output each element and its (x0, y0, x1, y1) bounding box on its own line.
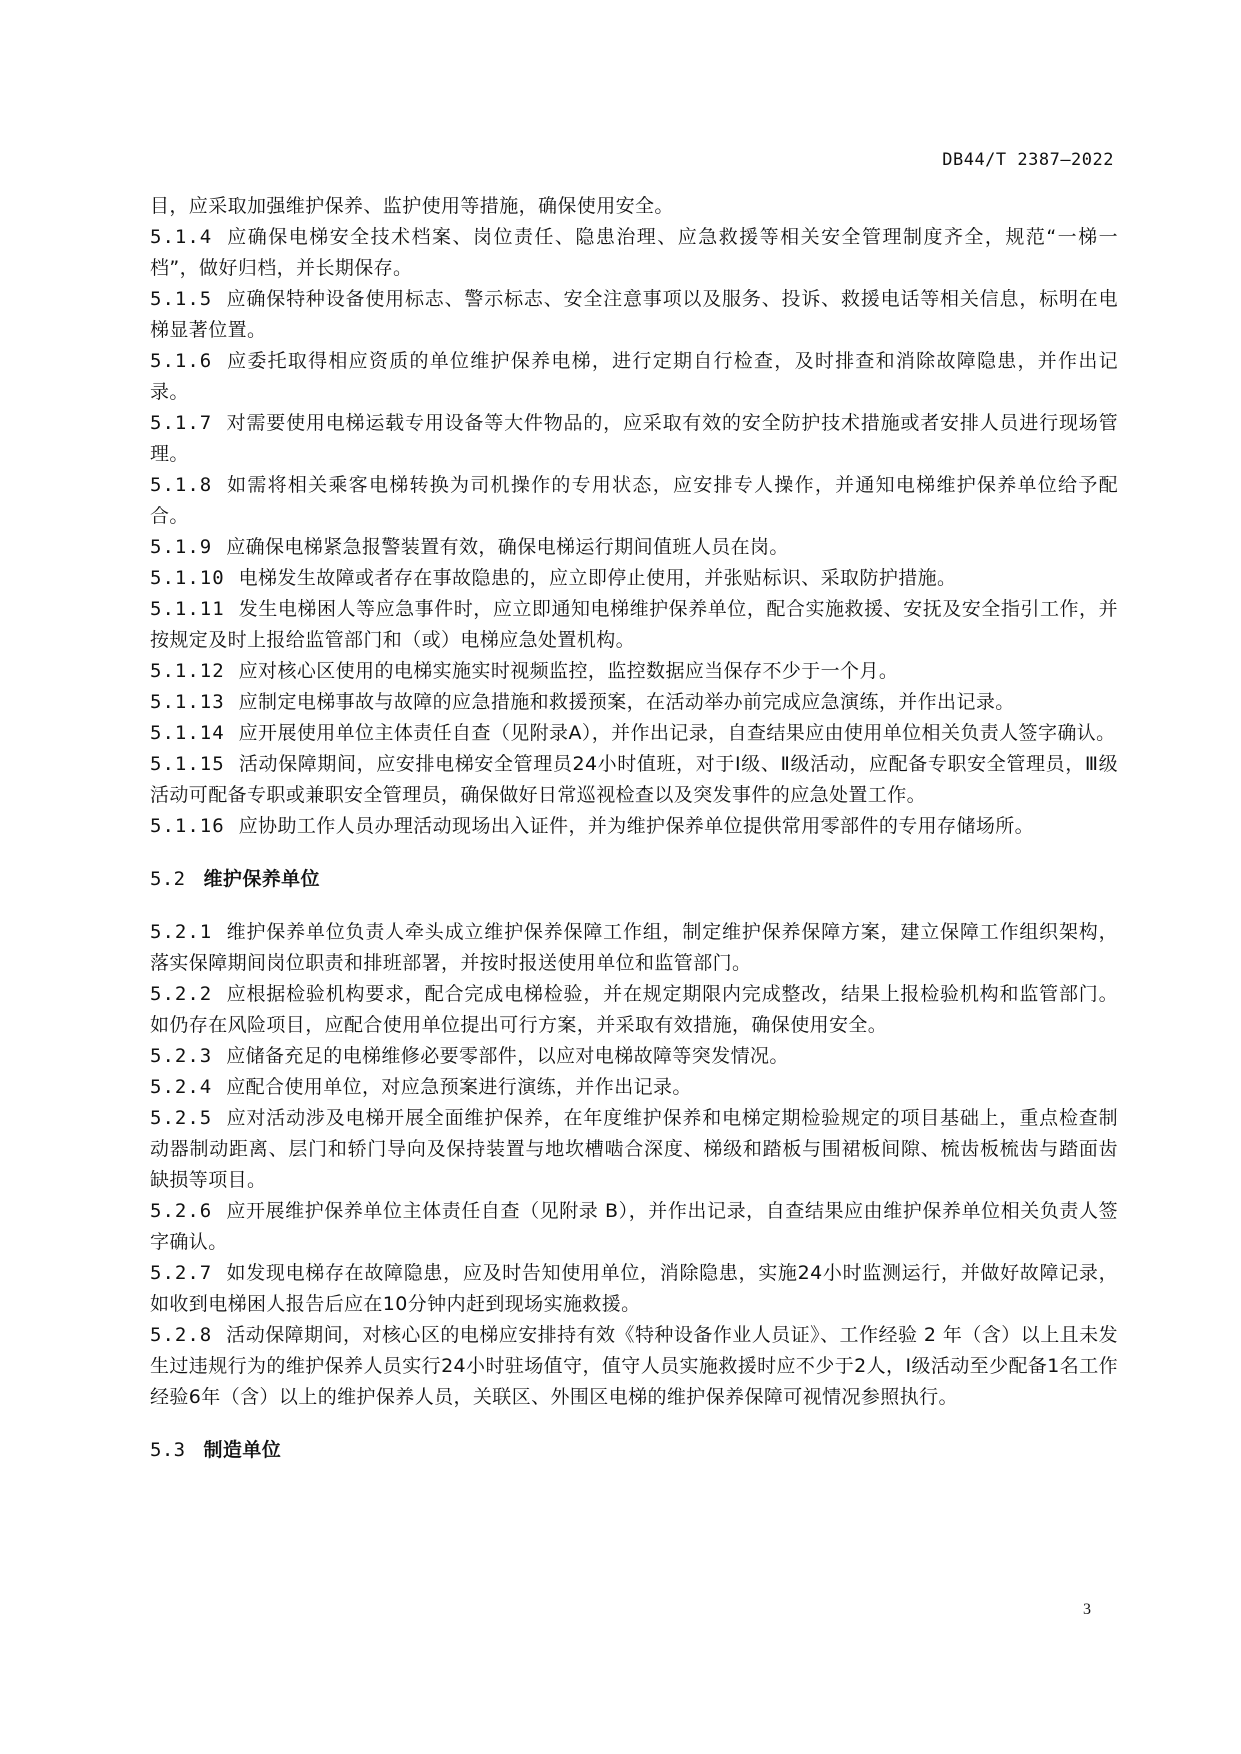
clause-paragraph (150, 532, 1118, 563)
clause-text: 活动保障期间，对核心区的电梯应安排持有效《特种设备作业人员证》、工作经验 2 年（含）以上且未发生过违规行为的维护保养人员实行24小时驻场值守，值守人员实施救援时应不少于2人，Ⅰ级活动至少配备1名工作经验6年（含）以上的维护保养人员，关联区、外围区电梯的维护保养保障可视情况参照执行。 (150, 1324, 1118, 1408)
clause-number: 5.1.14 (150, 722, 225, 744)
clause-text: 应委托取得相应资质的单位维护保养电梯，进行定期自行检查，及时排查和消除故障隐患，并作出记录。 (150, 350, 1118, 403)
clause-paragraph (150, 979, 1118, 1041)
clause-paragraph (150, 284, 1118, 346)
clause-text: 应确保电梯紧急报警装置有效，确保电梯运行期间值班人员在岗。 (226, 536, 789, 558)
clause-paragraph (150, 687, 1118, 718)
clause-number: 5.2.3 (150, 1045, 213, 1067)
clause-paragraph (150, 1196, 1118, 1258)
clause-number: 5.1.16 (150, 815, 225, 837)
page-number: 3 (1083, 1601, 1091, 1618)
clause-number: 5.2.2 (150, 983, 213, 1005)
clause-number: 5.1.7 (150, 412, 213, 434)
clause-paragraph (150, 470, 1118, 532)
clause-number: 5.1.10 (150, 567, 225, 589)
page-content (150, 191, 1118, 1488)
clause-text: 应协助工作人员办理活动现场出入证件，并为维护保养单位提供常用零部件的专用存储场所。 (238, 815, 1035, 837)
clause-paragraph (150, 222, 1118, 284)
clause-paragraph (150, 1072, 1118, 1103)
clause-paragraph (150, 917, 1118, 979)
clause-text: 电梯发生故障或者存在事故隐患的，应立即停止使用，并张贴标识、采取防护措施。 (238, 567, 957, 589)
clause-number: 5.1.9 (150, 536, 213, 558)
clause-number: 5.1.11 (150, 598, 225, 620)
clause-number: 5.2.8 (150, 1324, 213, 1346)
section-number: 5.3 (150, 1439, 186, 1461)
clause-paragraph (150, 1320, 1118, 1413)
continuation-paragraph: 目，应采取加强维护保养、监护使用等措施，确保使用安全。 (150, 195, 674, 217)
clause-paragraph (150, 408, 1118, 470)
section-5-1-list (150, 222, 1118, 842)
clause-paragraph (150, 1258, 1118, 1320)
clause-number: 5.2.7 (150, 1262, 213, 1284)
clause-text: 应开展维护保养单位主体责任自查（见附录 B），并作出记录，自查结果应由维护保养单位相关负责人签字确认。 (150, 1200, 1118, 1253)
clause-text: 应根据检验机构要求，配合完成电梯检验，并在规定期限内完成整改，结果上报检验机构和监管部门。如仍存在风险项目，应配合使用单位提出可行方案，并采取有效措施，确保使用安全。 (150, 983, 1118, 1036)
clause-text: 活动保障期间，应安排电梯安全管理员24小时值班，对于Ⅰ级、Ⅱ级活动，应配备专职安全管理员，Ⅲ级活动可配备专职或兼职安全管理员，确保做好日常巡视检查以及突发事件的应急处置工作。 (150, 753, 1118, 806)
clause-text: 维护保养单位负责人牵头成立维护保养保障工作组，制定维护保养保障方案，建立保障工作组织架构，落实保障期间岗位职责和排班部署，并按时报送使用单位和监管部门。 (150, 921, 1118, 974)
section-heading-5-3 (150, 1435, 1118, 1466)
clause-paragraph (150, 563, 1118, 594)
clause-paragraph (150, 749, 1118, 811)
clause-text: 应配合使用单位，对应急预案进行演练，并作出记录。 (226, 1076, 692, 1098)
section-5-2-list (150, 917, 1118, 1413)
document-code: DB44/T 2387—2022 (942, 150, 1114, 170)
clause-number: 5.1.4 (150, 226, 213, 248)
section-title: 维护保养单位 (203, 868, 320, 890)
clause-number: 5.1.5 (150, 288, 213, 310)
clause-text: 应对核心区使用的电梯实施实时视频监控，监控数据应当保存不少于一个月。 (238, 660, 899, 682)
clause-text: 应确保特种设备使用标志、警示标志、安全注意事项以及服务、投诉、救援电话等相关信息，标明在电梯显著位置。 (150, 288, 1118, 341)
clause-paragraph (150, 346, 1118, 408)
clause-paragraph (150, 1103, 1118, 1196)
clause-number: 5.2.5 (150, 1107, 213, 1129)
clause-paragraph (150, 656, 1118, 687)
section-number: 5.2 (150, 868, 186, 890)
clause-paragraph (150, 811, 1118, 842)
clause-number: 5.1.6 (150, 350, 213, 372)
clause-paragraph (150, 718, 1118, 749)
clause-text: 如需将相关乘客电梯转换为司机操作的专用状态，应安排专人操作，并通知电梯维护保养单位给予配合。 (150, 474, 1118, 527)
clause-number: 5.1.15 (150, 753, 225, 775)
clause-number: 5.1.13 (150, 691, 225, 713)
clause-text: 对需要使用电梯运载专用设备等大件物品的，应采取有效的安全防护技术措施或者安排人员进行现场管理。 (150, 412, 1118, 465)
clause-number: 5.2.6 (150, 1200, 213, 1222)
clause-text: 应确保电梯安全技术档案、岗位责任、隐患治理、应急救援等相关安全管理制度齐全，规范“一梯一档”，做好归档，并长期保存。 (150, 226, 1118, 279)
section-title: 制造单位 (203, 1439, 282, 1461)
clause-number: 5.1.8 (150, 474, 213, 496)
clause-text: 应制定电梯事故与故障的应急措施和救援预案，在活动举办前完成应急演练，并作出记录。 (238, 691, 1015, 713)
clause-text: 应对活动涉及电梯开展全面维护保养，在年度维护保养和电梯定期检验规定的项目基础上，重点检查制动器制动距离、层门和轿门导向及保持装置与地坎槽啮合深度、梯级和踏板与围裙板间隙、梳齿板梳齿与踏面齿缺损等项目。 (150, 1107, 1118, 1191)
clause-number: 5.1.12 (150, 660, 225, 682)
section-heading-5-2 (150, 864, 1118, 895)
clause-number: 5.2.1 (150, 921, 213, 943)
clause-text: 发生电梯困人等应急事件时，应立即通知电梯维护保养单位，配合实施救援、安抚及安全指引工作，并按规定及时上报给监管部门和（或）电梯应急处置机构。 (150, 598, 1118, 651)
clause-text: 应开展使用单位主体责任自查（见附录A），并作出记录，自查结果应由使用单位相关负责人签字确认。 (238, 722, 1116, 744)
clause-paragraph (150, 594, 1118, 656)
clause-text: 应储备充足的电梯维修必要零部件，以应对电梯故障等突发情况。 (226, 1045, 789, 1067)
clause-text: 如发现电梯存在故障隐患，应及时告知使用单位，消除隐患，实施24小时监测运行，并做好故障记录，如收到电梯困人报告后应在10分钟内赶到现场实施救援。 (150, 1262, 1118, 1315)
clause-number: 5.2.4 (150, 1076, 213, 1098)
clause-paragraph (150, 1041, 1118, 1072)
